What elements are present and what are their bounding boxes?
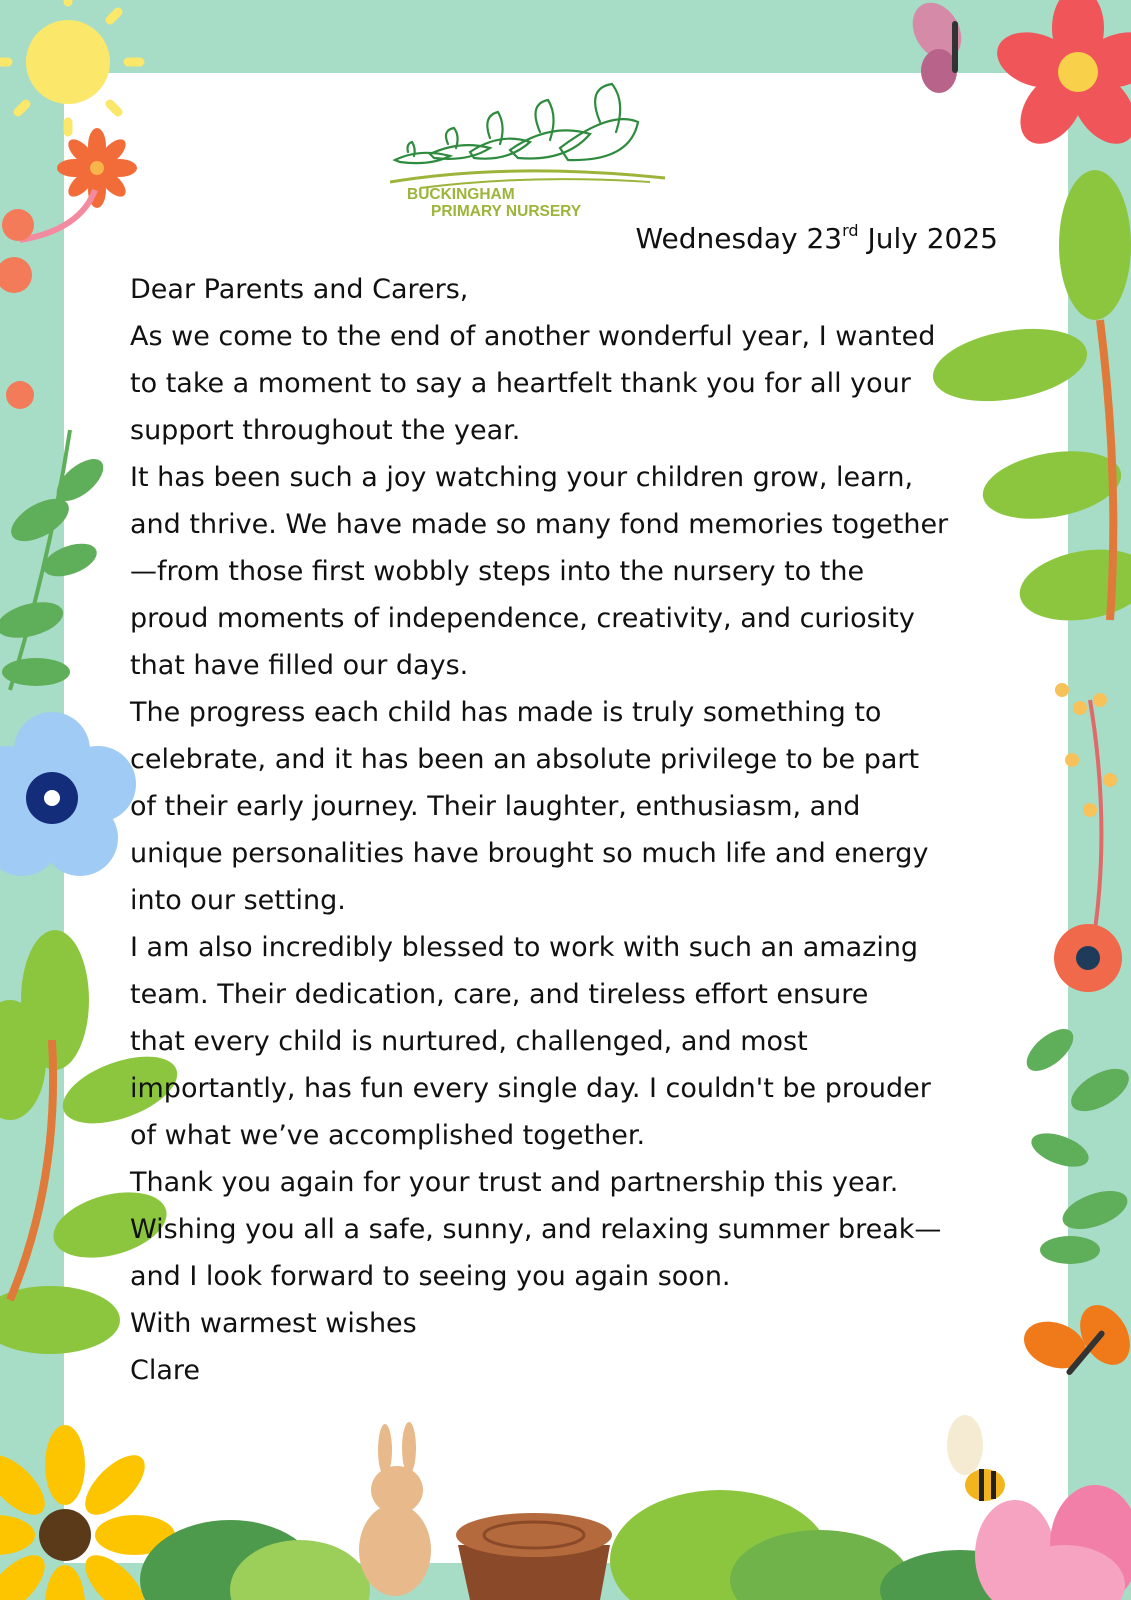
butterfly-icon <box>903 0 971 93</box>
pink-flower-icon <box>975 1485 1131 1600</box>
letter-line: of their early journey. Their laughter, enthusiasm, and <box>130 791 861 822</box>
orange-flower-icon <box>57 128 137 208</box>
date-month-year: July 2025 <box>858 222 998 255</box>
letter-line: unique personalities have brought so much life and energy <box>130 838 929 869</box>
letter-line: support throughout the year. <box>130 415 521 446</box>
date-day: Wednesday 23 <box>635 222 843 255</box>
letter-line: I am also incredibly blessed to work with such an amazing <box>130 932 919 963</box>
bee-icon <box>947 1415 1005 1501</box>
salutation: Dear Parents and Carers, <box>130 274 469 305</box>
letter-line: to take a moment to say a heartfelt thank you for all your <box>130 368 911 399</box>
letter-line: and I look forward to seeing you again soon. <box>130 1261 731 1292</box>
sun-icon <box>0 0 140 132</box>
tree-stump-icon <box>456 1513 612 1600</box>
rabbit-icon <box>359 1422 431 1596</box>
letter-line: As we come to the end of another wonderful year, I wanted <box>130 321 936 352</box>
letter-line: The progress each child has made is truly something to <box>130 697 882 728</box>
logo-line-2: PRIMARY NURSERY <box>431 203 582 220</box>
letter-line: into our setting. <box>130 885 346 916</box>
letter-line: that have filled our days. <box>130 650 469 681</box>
orange-butterfly-icon <box>1017 1296 1131 1376</box>
letter-line: and thrive. We have made so many fond memories together <box>130 509 949 540</box>
blue-flower-icon <box>0 712 136 876</box>
red-flower-icon <box>990 0 1131 156</box>
letter-line: proud moments of independence, creativity, and curiosity <box>130 603 915 634</box>
letter-line: It has been such a joy watching your children grow, learn, <box>130 462 914 493</box>
signature-name: Clare <box>130 1355 201 1386</box>
letter-line: that every child is nurtured, challenged, and most <box>130 1026 808 1057</box>
letter-line: of what we’ve accomplished together. <box>130 1120 646 1151</box>
letter-line: —from those first wobbly steps into the nursery to the <box>130 556 865 587</box>
letter-line: Wishing you all a safe, sunny, and relaxing summer break— <box>130 1214 942 1245</box>
letter-line: celebrate, and it has been an absolute privilege to be part <box>130 744 920 775</box>
letter-body <box>130 266 1005 1394</box>
logo-line-1: BUCKINGHAM <box>407 186 515 203</box>
letter-line: Thank you again for your trust and partnership this year. <box>130 1167 899 1198</box>
letter-date <box>560 222 998 255</box>
letter-line: team. Their dedication, care, and tireless effort ensure <box>130 979 869 1010</box>
date-suffix: rd <box>842 221 859 240</box>
closing: With warmest wishes <box>130 1308 417 1339</box>
logo-wordmark <box>407 186 581 220</box>
poppy-icon <box>1054 924 1122 992</box>
letter-line: importantly, has fun every single day. I couldn't be prouder <box>130 1073 931 1104</box>
